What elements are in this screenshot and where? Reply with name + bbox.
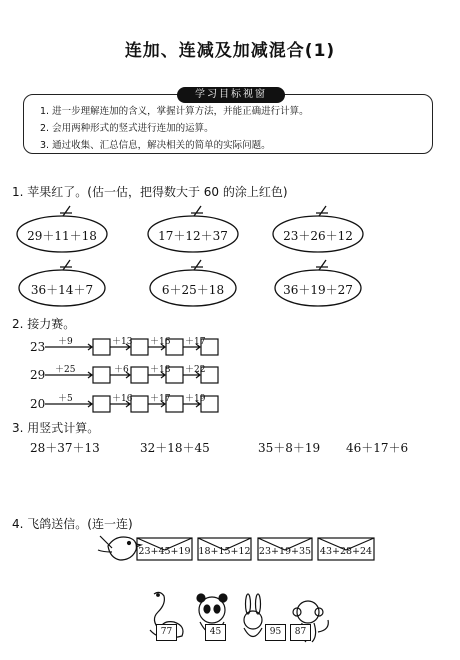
- vertical-calc-3: 35＋8＋19: [258, 441, 321, 455]
- rabbit-icon: [244, 594, 262, 637]
- letter-expr-4: 43+28+24: [319, 546, 373, 557]
- monkey-number: 87: [290, 624, 311, 641]
- relay-start-3: 20: [30, 397, 46, 411]
- vertical-calc-1: 28＋37＋13: [30, 441, 100, 455]
- apple-expr-6: 36＋19＋27: [283, 283, 353, 297]
- relay-step-2-2: ＋6: [114, 365, 129, 375]
- learning-goals-badge: 学习目标视窗: [177, 87, 285, 103]
- apple-expr-5: 6＋25＋18: [161, 283, 225, 297]
- vertical-calc-2: 32＋18＋45: [140, 441, 210, 455]
- swan-number: 77: [156, 624, 177, 641]
- goal-line-1: 1. 进一步理解连加的含义，掌握计算方法，并能正确进行计算。: [40, 106, 309, 117]
- apple-expr-2: 17＋12＋37: [158, 229, 228, 243]
- goal-line-3: 3. 通过收集、汇总信息，解决相关的简单的实际问题。: [40, 140, 271, 151]
- rabbit-number: 95: [265, 624, 286, 641]
- letter-expr-3: 23+19+35: [258, 546, 312, 557]
- relay-step-1-2: ＋13: [112, 337, 133, 347]
- apple-expr-1: 29＋11＋18: [27, 229, 97, 243]
- relay-step-2-1: ＋25: [55, 365, 76, 375]
- vertical-calc-4: 46＋17＋6: [346, 441, 409, 455]
- q1-title: 1. 苹果红了。(估一估，把得数大于 60 的涂上红色): [12, 185, 288, 199]
- apple-expr-4: 36＋14＋7: [30, 283, 94, 297]
- goal-line-2: 2. 会用两种形式的竖式进行连加的运算。: [40, 123, 214, 134]
- q3-title: 3. 用竖式计算。: [12, 421, 100, 435]
- q2-title: 2. 接力赛。: [12, 317, 76, 331]
- apple-expr-3: 23＋26＋12: [283, 229, 353, 243]
- relay-step-3-2: ＋16: [112, 394, 133, 404]
- relay-step-3-1: ＋5: [58, 394, 73, 404]
- panda-number: 45: [205, 624, 226, 641]
- q4-title: 4. 飞鸽送信。(连一连): [12, 517, 133, 531]
- letter-expr-2: 18+15+12: [198, 546, 251, 557]
- pigeon-icon: [98, 536, 141, 560]
- relay-step-2-3: ＋18: [150, 365, 171, 375]
- relay-step-3-3: ＋17: [150, 394, 171, 404]
- relay-step-1-3: ＋16: [150, 337, 171, 347]
- relay-start-1: 23: [30, 340, 46, 354]
- relay-step-1-4: ＋17: [185, 337, 206, 347]
- relay-step-2-4: ＋22: [185, 365, 206, 375]
- relay-start-2: 29: [30, 368, 46, 382]
- page-title: 连加、连减及加减混合(1): [124, 41, 336, 61]
- letter-expr-1: 23+45+19: [138, 546, 191, 557]
- relay-step-3-4: ＋19: [185, 394, 206, 404]
- relay-step-1-1: ＋9: [58, 337, 73, 347]
